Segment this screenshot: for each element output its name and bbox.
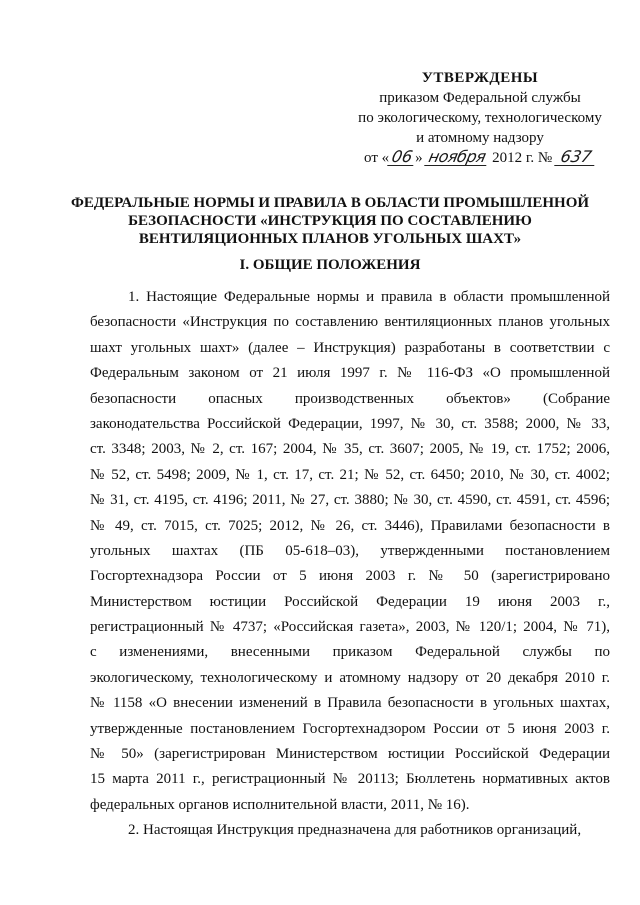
- paragraph-1-line: № 49, ст. 7015, ст. 7025; 2012, № 26, ст. 3446), Правилами безопасности в: [90, 517, 610, 534]
- title-line-3: ВЕНТИЛЯЦИОННЫХ ПЛАНОВ УГОЛЬНЫХ ШАХТ»: [138, 231, 522, 247]
- approval-line-2: по экологическому, технологическому: [358, 110, 602, 126]
- paragraph-1-line: утвержденные постановлением Госгортехнадзором России от 5 июня 2003 г.: [90, 720, 610, 737]
- paragraph-1-line: 1. Настоящие Федеральные нормы и правила в области промышленной: [128, 289, 610, 305]
- paragraph-1-line: Федеральным законом от 21 июля 1997 г. № 116-ФЗ «О промышленной: [90, 365, 610, 382]
- title-line-1: ФЕДЕРАЛЬНЫЕ НОРМЫ И ПРАВИЛА В ОБЛАСТИ ПРОМЫШЛЕННОЙ: [70, 195, 590, 211]
- paragraph-1-line: № 1158 «О внесении изменений в Правила безопасности в угольных шахтах,: [90, 695, 610, 712]
- paragraph-1-line: регистрационный № 4737; «Российская газета», 2003, № 120/1; 2004, № 71),: [90, 619, 610, 636]
- paragraph-1-line: Госгортехнадзора России от 5 июня 2003 г. № 50 (зарегистрировано: [90, 568, 610, 585]
- paragraph-1-line: ст. 3348; 2003, № 2, ст. 167; 2004, № 35, ст. 3607; 2005, № 19, ст. 1752; 2006,: [90, 441, 610, 458]
- approval-line-1: приказом Федеральной службы: [379, 90, 581, 106]
- paragraph-1-line: законодательства Российской Федерации, 1997, № 30, ст. 3588; 2000, № 33,: [90, 415, 610, 432]
- paragraph-1-line: угольных шахтах (ПБ 05-618–03), утвержденными постановлением: [90, 542, 610, 559]
- paragraph-1-line: шахт угольных шахт» (далее – Инструкция) разработаны в соответствии с: [90, 339, 610, 356]
- handwritten-month: ноября: [425, 149, 491, 166]
- approval-date-line: [355, 148, 605, 168]
- paragraph-1-line: № 31, ст. 4195, ст. 4196; 2011, № 27, ст. 3880; № 30, ст. 4590, ст. 4591, ст. 4596;: [90, 492, 610, 509]
- date-prefix: от «: [364, 150, 390, 166]
- approval-line-3: и атомному надзору: [416, 130, 544, 146]
- paragraph-1-line: № 50» (зарегистрирован Министерством юстиции Российской Федерации: [90, 746, 610, 763]
- section-title: I. ОБЩИЕ ПОЛОЖЕНИЯ: [239, 257, 421, 273]
- paragraph-1-line: безопасности опасных производственных объектов» (Собрание: [90, 390, 610, 407]
- date-mid: »: [415, 150, 423, 166]
- date-year: 2012 г. №: [492, 150, 553, 166]
- document-title: [50, 194, 610, 248]
- paragraph-1-line: экологическому, технологическому и атомному надзору от 20 декабря 2010 г.: [90, 669, 610, 686]
- paragraph-1-line: федеральных органов исполнительной власти, 2011, № 16).: [90, 796, 470, 813]
- paragraph-1-line: безопасности «Инструкция по составлению вентиляционных планов угольных: [90, 314, 610, 331]
- paragraph-1-line: 15 марта 2011 г., регистрационный № 20113; Бюллетень нормативных актов: [90, 771, 610, 788]
- title-line-2: БЕЗОПАСНОСТИ «ИНСТРУКЦИЯ ПО СОСТАВЛЕНИЮ: [128, 213, 532, 229]
- paragraph-2-line: 2. Настоящая Инструкция предназначена для работников организаций,: [128, 822, 582, 839]
- approval-block: [355, 68, 605, 168]
- handwritten-order-number: 637: [554, 149, 598, 166]
- approval-heading: УТВЕРЖДЕНЫ: [421, 70, 539, 86]
- paragraph-1: [90, 285, 610, 818]
- body-text: [90, 285, 610, 844]
- paragraph-1-line: Министерством юстиции Российской Федерации 19 июня 2003 г.,: [90, 593, 610, 610]
- handwritten-day: 06: [387, 149, 417, 166]
- paragraph-1-line: № 52, ст. 5498; 2009, № 1, ст. 17, ст. 21; № 52, ст. 6450; 2010, № 30, ст. 4002;: [90, 466, 610, 483]
- paragraph-1-line: с изменениями, внесенными приказом Федеральной службы по: [90, 644, 610, 661]
